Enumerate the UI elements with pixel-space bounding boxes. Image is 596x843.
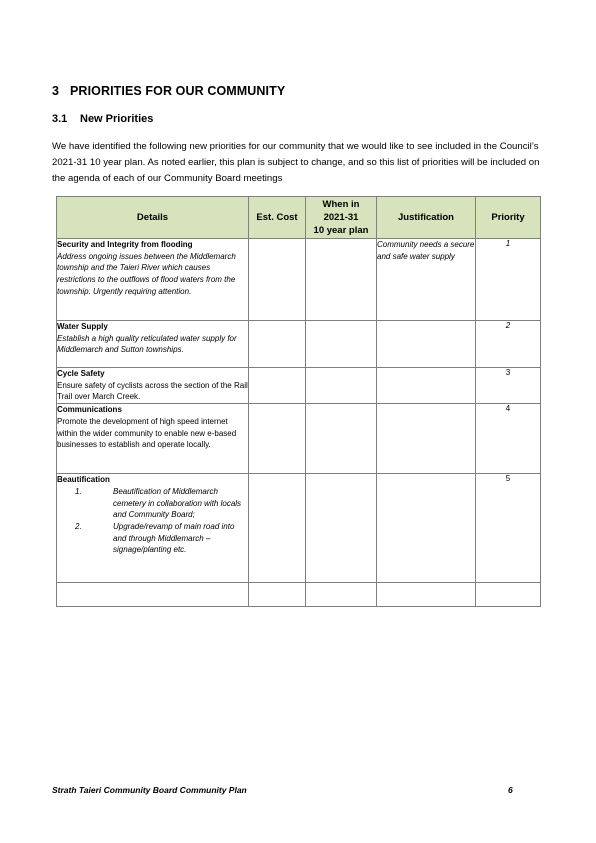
list-item [57,521,248,556]
priorities-table [56,196,541,607]
table-header-row [57,197,541,239]
row-title: Communications [57,405,122,415]
table-row-empty [57,583,541,607]
empty-cell [249,583,306,607]
row-cost [249,368,306,404]
row-justification [377,474,476,583]
row-when [306,321,377,368]
table-row [57,474,541,583]
row-details [57,474,249,583]
row-when [306,404,377,474]
table-row [57,239,541,321]
section-number: 3 [52,84,60,98]
header-when-line1: When in [322,199,360,210]
list-item-text: Upgrade/revamp of main road into and through Middlemarch – signage/planting etc. [113,521,235,555]
intro-paragraph: We have identified the following new priorities for our community that we would like to see included in the Council’s 2021-31 10 year plan. As noted earlier, this plan is subject to change, and so this list of priorities will be included on the agenda of each of our Community Board meetings [52,141,540,184]
row-description: Address ongoing issues between the Middlemarch township and the Taieri River which causes restrictions to the outflows of flood waters from the township. Urgently requiring attention. [57,251,236,296]
row-title: Beautification [57,475,110,485]
row-details [57,368,249,404]
table-row [57,321,541,368]
header-when-line2: 2021-31 [323,212,359,223]
header-when [306,197,377,239]
row-title: Cycle Safety [57,369,105,378]
row-justification [377,368,476,404]
empty-cell [306,583,377,607]
row-description: Establish a high quality reticulated water supply for Middlemarch and Sutton townships. [57,333,237,355]
table-row [57,404,541,474]
subsection-title: New Priorities [80,113,154,125]
row-cost [249,321,306,368]
empty-cell [377,583,476,607]
header-when-line3: 10 year plan [313,225,369,236]
row-title: Security and Integrity from flooding [57,240,193,249]
header-est-cost: Est. Cost [249,197,306,239]
row-cost [249,239,306,321]
list-item [57,486,248,521]
row-when [306,239,377,321]
row-justification: Community needs a secure and safe water supply [377,239,476,321]
row-cost [249,404,306,474]
row-details [57,239,249,321]
header-justification: Justification [377,197,476,239]
table-row [57,368,541,404]
list-item-number: 1. [75,486,82,496]
row-priority: 3 [476,368,541,404]
header-details: Details [57,197,249,239]
beautification-list [57,486,248,556]
section-heading [52,84,285,98]
subsection-number: 3.1 [52,113,68,125]
row-title: Water Supply [57,322,108,331]
header-priority: Priority [476,197,541,239]
row-details [57,321,249,368]
section-title: PRIORITIES FOR OUR COMMUNITY [70,84,286,98]
row-when [306,474,377,583]
row-justification [377,404,476,474]
row-cost [249,474,306,583]
page-number: 6 [508,785,513,795]
row-priority: 5 [476,474,541,583]
empty-cell [57,583,249,607]
row-details [57,404,249,474]
row-when [306,368,377,404]
footer-title: Strath Taieri Community Board Community Plan [52,785,247,795]
list-item-text: Beautification of Middlemarch cemetery in collaboration with locals and Community Board; [113,486,242,520]
row-priority: 2 [476,321,541,368]
row-priority: 4 [476,404,541,474]
row-description: Promote the development of high speed internet within the wider community to enable new e-based businesses to establish and operate locally. [57,416,237,450]
row-priority: 1 [476,239,541,321]
list-item-number: 2. [75,521,82,531]
row-justification [377,321,476,368]
row-description: Ensure safety of cyclists across the section of the Rail Trail over March Creek. [57,380,248,402]
empty-cell [476,583,541,607]
subsection-heading [52,113,153,125]
